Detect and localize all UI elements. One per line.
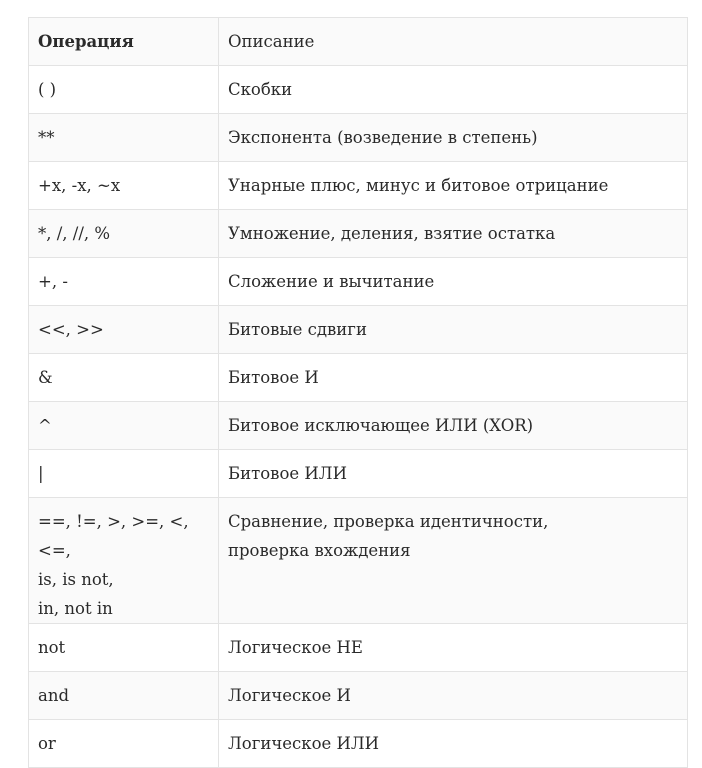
cell-description: Логическое ИЛИ [219,720,688,768]
cell-operation: +x, -x, ~x [29,162,219,210]
cell-description: Битовое исключающее ИЛИ (XOR) [219,402,688,450]
cell-operation: ==, !=, >, >=, <, <=, is, is not, in, not in [29,498,219,624]
table-row [29,450,688,498]
table-row [29,498,688,624]
cell-operation: & [29,354,219,402]
table-header-row [29,18,688,66]
cell-description: Битовые сдвиги [219,306,688,354]
cell-operation: ** [29,114,219,162]
header-description: Описание [219,18,688,66]
cell-operation: <<, >> [29,306,219,354]
table-row [29,720,688,768]
operator-precedence-table [28,17,688,768]
table-row [29,672,688,720]
cell-description: Умножение, деления, взятие остатка [219,210,688,258]
cell-operation: *, /, //, % [29,210,219,258]
cell-description: Скобки [219,66,688,114]
table-row [29,210,688,258]
cell-description: Битовое И [219,354,688,402]
table-row [29,354,688,402]
header-operation: Операция [29,18,219,66]
table-row [29,66,688,114]
table-row [29,258,688,306]
cell-operation: and [29,672,219,720]
cell-operation: ^ [29,402,219,450]
table-row [29,306,688,354]
cell-operation: | [29,450,219,498]
cell-description: Сравнение, проверка идентичности, проверка вхождения [219,498,688,624]
cell-description: Логическое НЕ [219,624,688,672]
table-row [29,114,688,162]
cell-description: Логическое И [219,672,688,720]
table-row [29,624,688,672]
cell-description: Сложение и вычитание [219,258,688,306]
cell-operation: not [29,624,219,672]
cell-operation: or [29,720,219,768]
table-row [29,402,688,450]
cell-description: Битовое ИЛИ [219,450,688,498]
table-row [29,162,688,210]
cell-operation: ( ) [29,66,219,114]
cell-operation: +, - [29,258,219,306]
cell-description: Экспонента (возведение в степень) [219,114,688,162]
cell-description: Унарные плюс, минус и битовое отрицание [219,162,688,210]
